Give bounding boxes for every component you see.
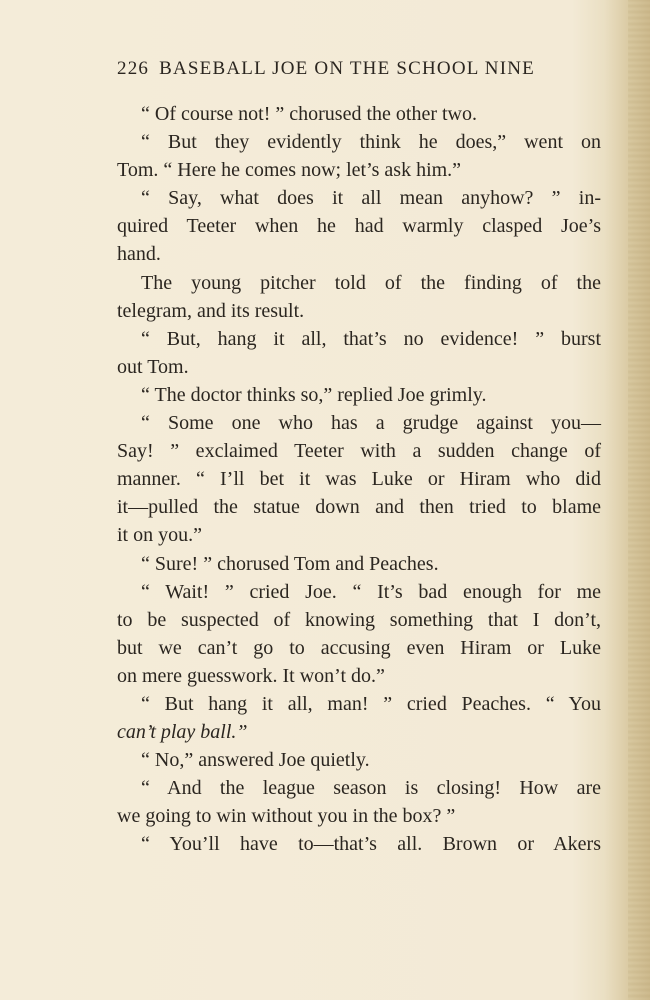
page-number: 226 [117,58,150,79]
text-line [117,718,601,746]
text-line: hand. [117,243,161,266]
text-line: The young pitcher told of the finding of the [141,271,601,294]
body-text [117,100,601,859]
text-line: but we can’t go to accusing even Hiram or Luke [117,636,601,659]
running-header [117,58,601,88]
text-line: “ But hang it all, man! ” cried Peaches. “ You [141,692,601,715]
text-line: quired Teeter when he had warmly clasped Joe’s [117,215,601,238]
text-line: “ Sure! ” chorused Tom and Peaches. [141,552,439,575]
text-line: “ And the league season is closing! How are [141,777,601,800]
text-line: manner. “ I’ll bet it was Luke or Hiram who did [117,468,601,491]
running-title: BASEBALL JOE ON THE SCHOOL NINE [159,58,535,79]
text-line: “ The doctor thinks so,” replied Joe grimly. [141,383,487,406]
text-line: to be suspected of knowing something that I don’t, [117,608,601,631]
text-line: Say! ” exclaimed Teeter with a sudden change of [117,440,601,463]
text-line: “ But, hang it all, that’s no evidence! ” burst [141,327,601,350]
text-line: it on you.” [117,524,202,547]
text-line: “ Wait! ” cried Joe. “ It’s bad enough for me [141,580,601,603]
text-line: we going to win without you in the box? ” [117,805,456,828]
text-line: “ You’ll have to—that’s all. Brown or Akers [141,833,601,856]
text-line: Tom. “ Here he comes now; let’s ask him.” [117,159,462,182]
text-line: “ No,” answered Joe quietly. [141,749,370,772]
page-edge-shading [628,0,650,1000]
italic-text: can’t play ball.” [117,721,248,744]
text-line: “ Some one who has a grudge against you— [141,412,601,435]
text-line: it—pulled the statue down and then tried to blame [117,496,601,519]
text-line: telegram, and its result. [117,299,305,322]
text-line: “ Of course not! ” chorused the other two. [141,103,477,125]
text-line: “ Say, what does it all mean anyhow? ” in- [141,187,601,210]
text-line: “ But they evidently think he does,” went on [141,131,601,154]
text-line: on mere guesswork. It won’t do.” [117,664,385,687]
text-line: out Tom. [117,355,189,378]
